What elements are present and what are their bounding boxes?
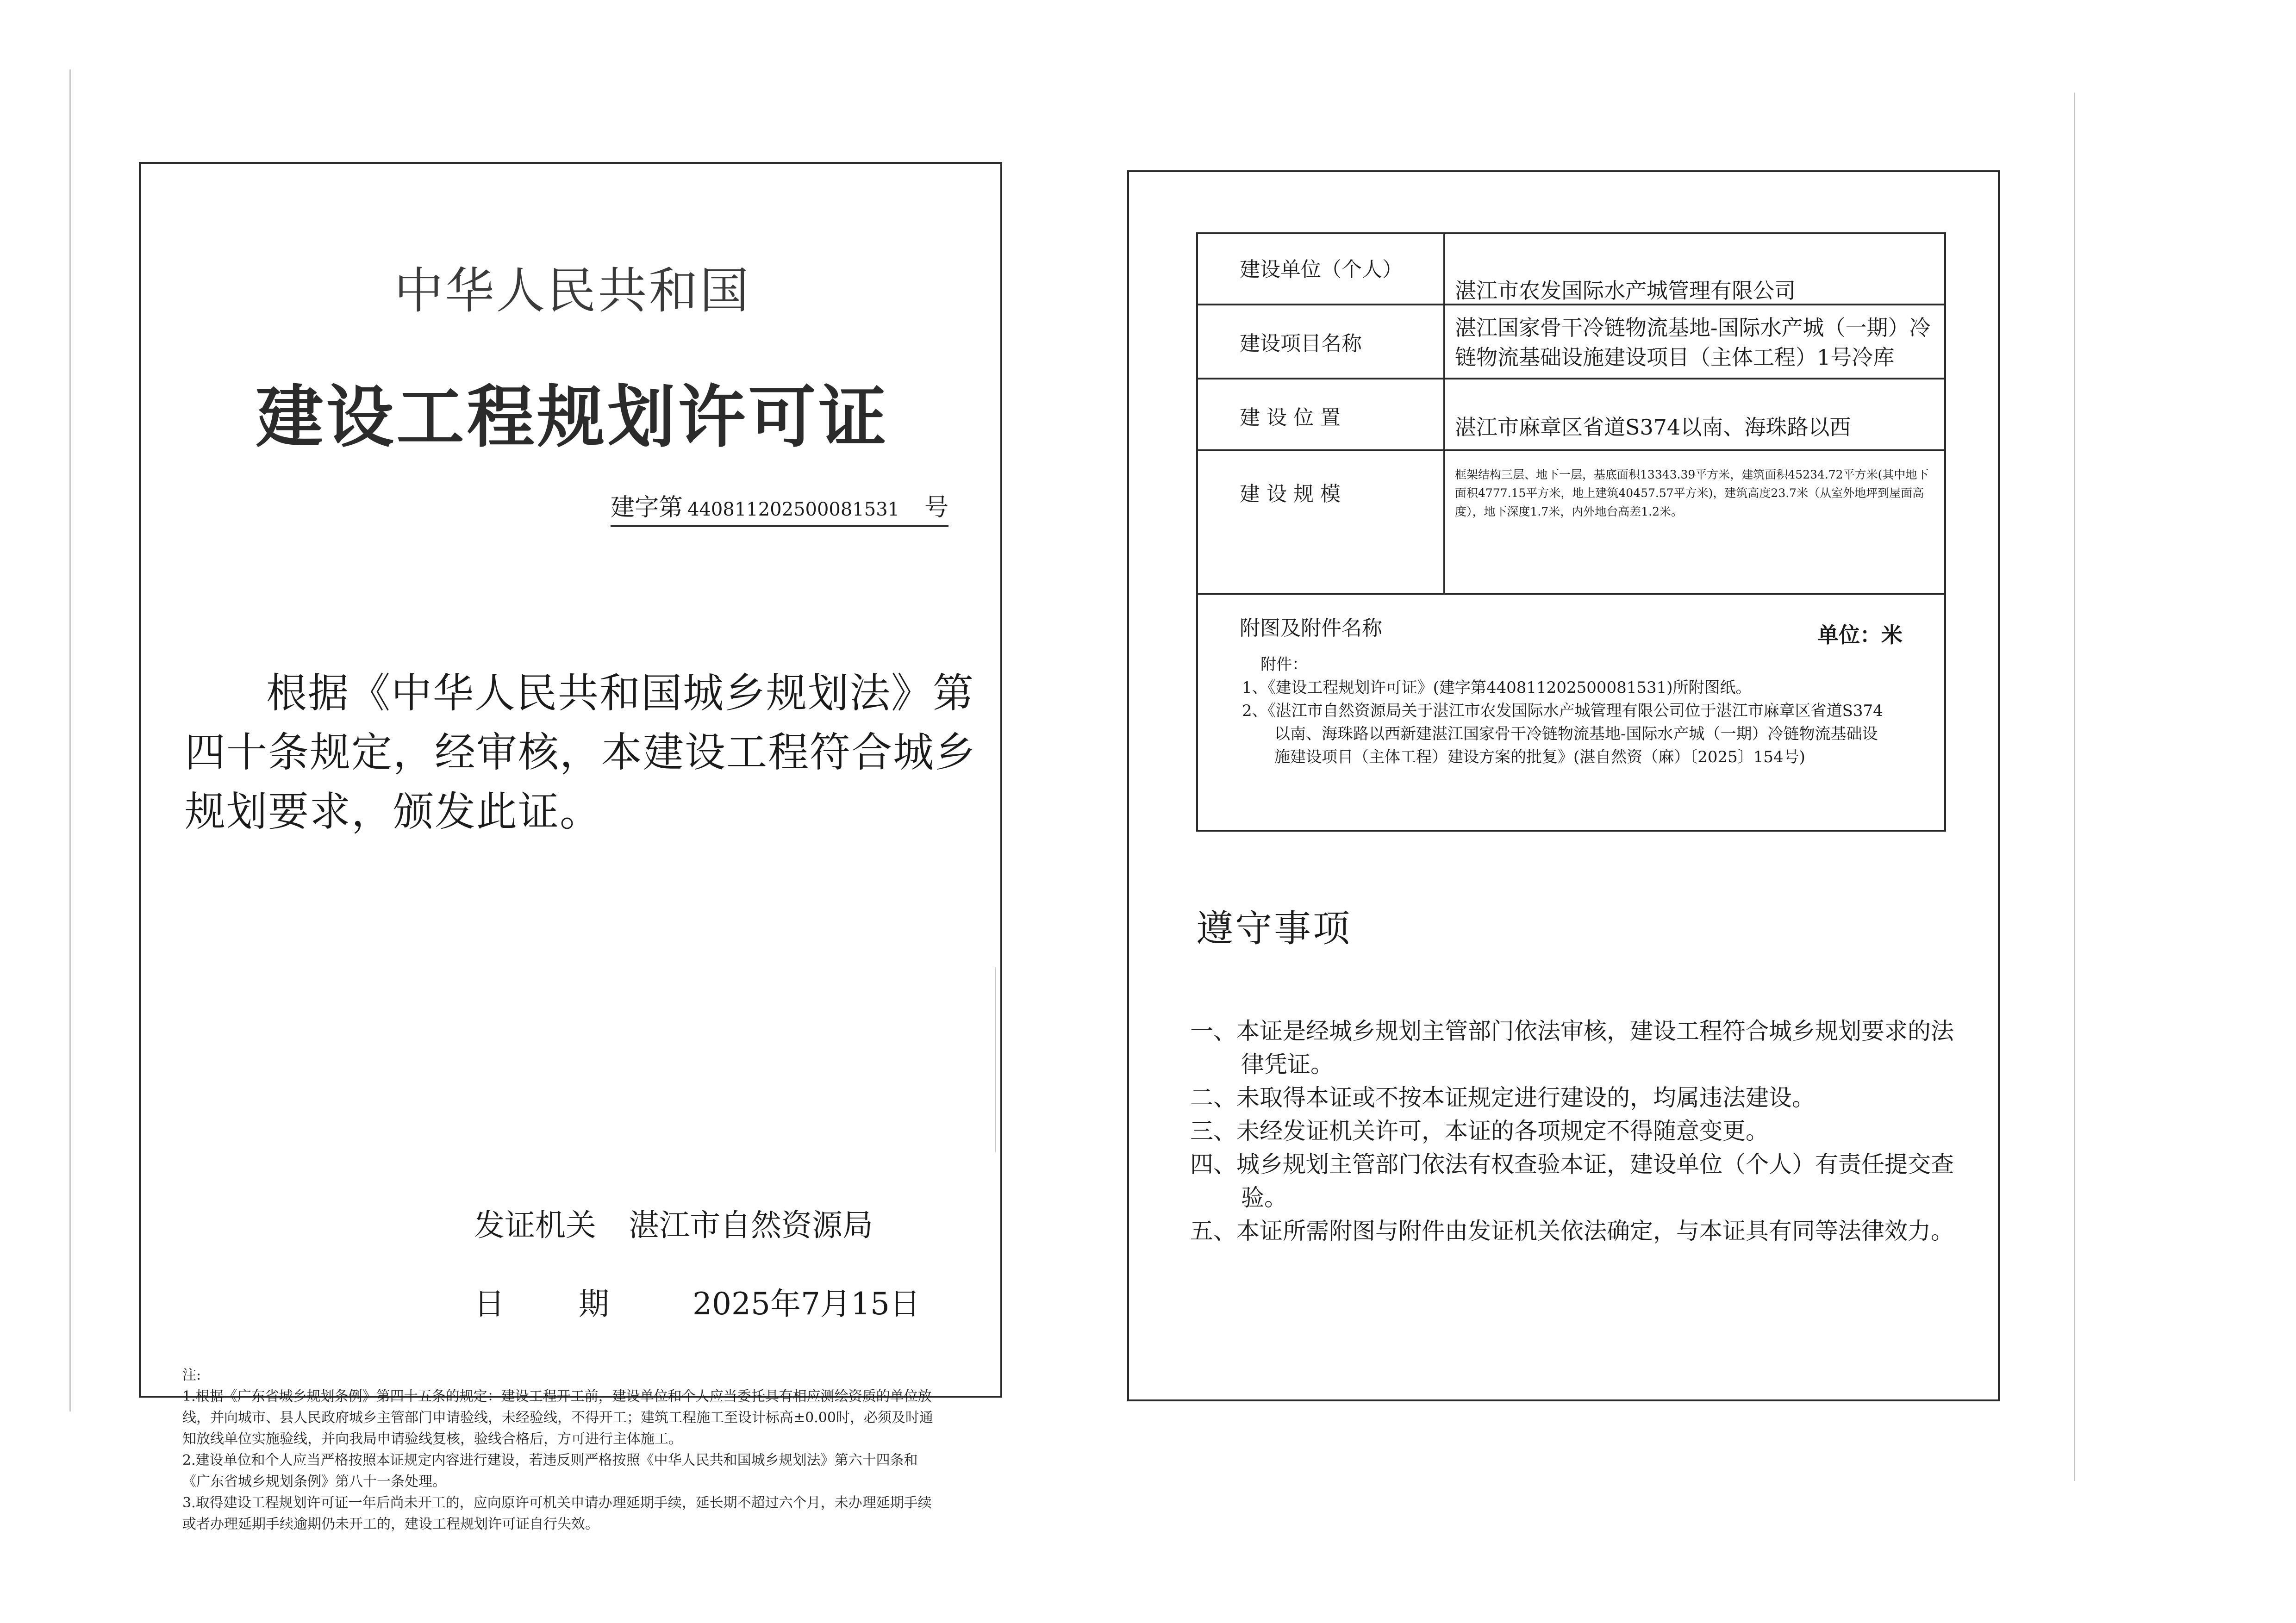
- table-column-divider: [1443, 234, 1445, 593]
- issue-date: [474, 1279, 920, 1323]
- row-label-scale: 建 设 规 模: [1240, 482, 1341, 506]
- row-label-builder: 建设单位（个人）: [1240, 258, 1403, 281]
- observance-item: 二、未取得本证或不按本证规定进行建设的，均属违法建设。: [1190, 1084, 1815, 1111]
- note-item: 3.取得建设工程规划许可证一年后尚未开工的，应向原许可机关申请办理延期手续，延长期不超过六个月，未办理延期手续或者办理延期手续逾期仍未开工的，建设工程规划许可证自行失效。: [182, 1495, 932, 1532]
- country-name: 中华人民共和国: [394, 262, 751, 319]
- row-value-location: 湛江市麻章区省道S374以南、海珠路以西: [1455, 415, 1851, 440]
- issuer-label: 发证机关: [474, 1207, 596, 1243]
- row-value-scale: 框架结构三层、地下一层，基底面积13343.39平方米，建筑面积45234.72平方米(其中地下面积4777.15平方米，地上建筑40457.57平方米)，建筑高度23.7米（从室外地坪到屋面高度），地下深度1.7米，内外地台高差1.2米。: [1455, 468, 1929, 518]
- permit-title: 建设工程规划许可证: [256, 378, 889, 457]
- attachment-item: 2、《湛江市自然资源局关于湛江市农发国际水产城管理有限公司位于湛江市麻章区省道S374以南、海珠路以西新建湛江国家骨干冷链物流基地-国际水产城（一期）冷链物流基础设施建设项目（主体工程）建设方案的批复》(湛自然资（麻）〔2025〕154号): [1242, 702, 1883, 766]
- attachments-list: [1242, 653, 1890, 769]
- issuing-authority: [474, 1200, 873, 1244]
- date-value: 2025年7月15日: [693, 1286, 920, 1322]
- permit-statement: 根据《中华人民共和国城乡规划法》第四十条规定，经审核，本建设工程符合城乡规划要求，颁发此证。: [185, 669, 977, 835]
- scan-line: [69, 69, 71, 1412]
- observance-title: 遵守事项: [1196, 907, 1352, 950]
- row-label-location: 建 设 位 置: [1240, 406, 1341, 429]
- cert-prefix: 建字第: [611, 494, 683, 522]
- observance-item: 一、本证是经城乡规划主管部门依法审核，建设工程符合城乡规划要求的法律凭证。: [1190, 1018, 1954, 1078]
- attachments-label: 附图及附件名称: [1240, 616, 1382, 640]
- observance-item: 五、本证所需附图与附件由发证机关依法确定，与本证具有同等法律效力。: [1190, 1218, 1954, 1244]
- note-item: 1.根据《广东省城乡规划条例》第四十五条的规定：建设工程开工前，建设单位和个人应当委托具有相应测绘资质的单位放线，并向城市、县人民政府城乡主管部门申请验线，未经验线，不得开工；建筑工程施工至设计标高±0.00时，必须及时通知放线单位实施验线，并向我局申请验线复核，验线合格后，方可进行主体施工。: [182, 1388, 933, 1447]
- certificate-number: [611, 488, 948, 527]
- project-info-table: [1196, 232, 1946, 832]
- row-value-project: 湛江国家骨干冷链物流基地-国际水产城（一期）冷链物流基础设施建设项目（主体工程）1号冷库: [1455, 315, 1931, 370]
- issuer-value: 湛江市自然资源局: [629, 1207, 873, 1243]
- table-row-divider: [1198, 593, 1944, 595]
- observance-item: 三、未经发证机关许可，本证的各项规定不得随意变更。: [1190, 1118, 1769, 1144]
- row-label-project: 建设项目名称: [1240, 332, 1362, 355]
- observance-list: [1190, 1014, 1954, 1248]
- table-row-divider: [1198, 449, 1944, 451]
- notes-label: 注:: [182, 1367, 201, 1383]
- note-item: 2.建设单位和个人应当严格按照本证规定内容进行建设，若违反则严格按照《中华人民共和国城乡规划法》第六十四条和《广东省城乡规划条例》第八十一条处理。: [182, 1452, 918, 1490]
- cert-suffix: 号: [924, 494, 948, 522]
- attachments-heading: 附件：: [1260, 655, 1308, 674]
- table-row-divider: [1198, 378, 1944, 379]
- permit-cover-page: [139, 162, 1002, 1532]
- date-label: 日期: [474, 1286, 683, 1322]
- scan-line: [2074, 93, 2075, 1481]
- permit-detail-page: [1127, 170, 2000, 1401]
- notes: [182, 1365, 942, 1535]
- row-value-builder: 湛江市农发国际水产城管理有限公司: [1455, 278, 1796, 303]
- observance-item: 四、城乡规划主管部门依法有权查验本证，建设单位（个人）有责任提交查验。: [1190, 1151, 1954, 1211]
- unit-label: 单位：米: [1817, 622, 1903, 647]
- attachment-item: 1、《建设工程规划许可证》(建字第440811202500081531)所附图纸。: [1242, 678, 1752, 697]
- cert-number-value: 440811202500081531: [687, 499, 900, 520]
